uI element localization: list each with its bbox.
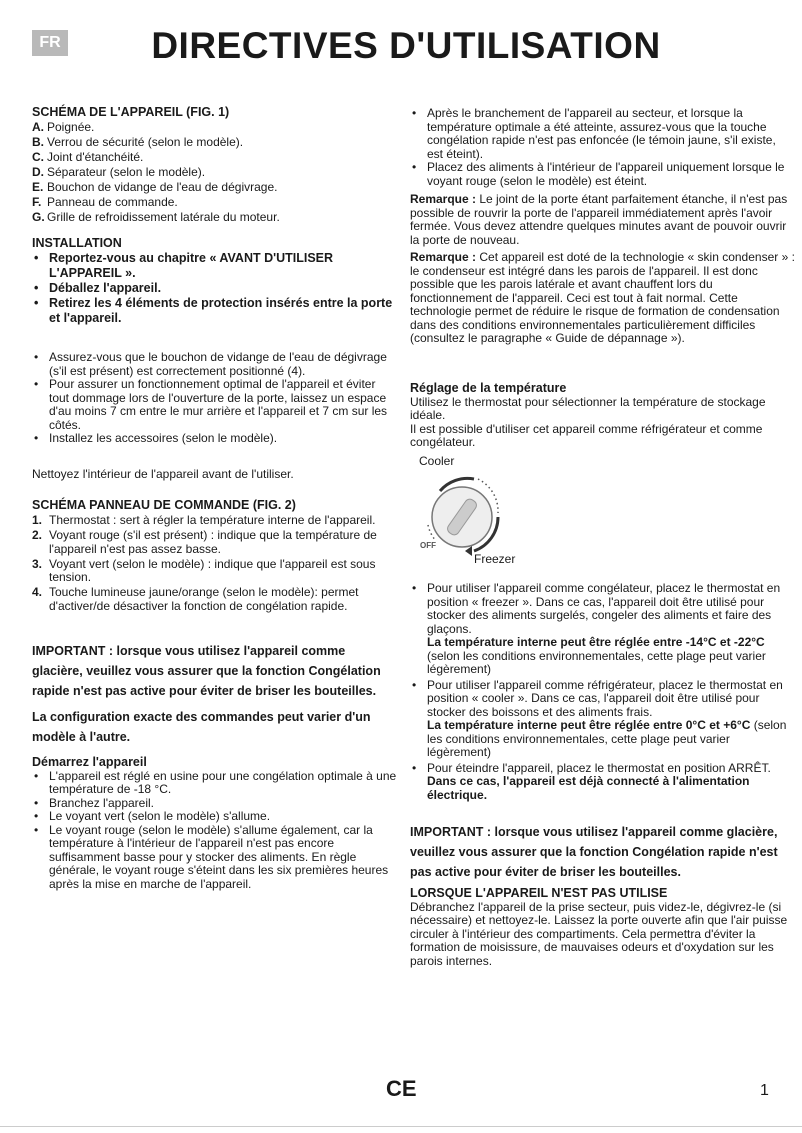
- dial-label-freezer: Freezer: [474, 552, 516, 566]
- item-text: Verrou de sécurité (selon le modèle).: [47, 135, 244, 149]
- item-text: Panneau de commande.: [47, 195, 178, 209]
- item-key: G.: [32, 210, 45, 224]
- remark-1: [410, 193, 795, 247]
- list-item: [32, 151, 397, 165]
- item-text: Voyant rouge (s'il est présent) : indique que la température de l'appareil n'est pas assez basse.: [49, 528, 377, 556]
- clean-text: Nettoyez l'intérieur de l'appareil avant de l'utiliser.: [32, 467, 294, 481]
- list-item: • Déballez l'appareil.: [32, 281, 397, 296]
- mode-list: [410, 582, 795, 804]
- item-text: Grille de refroidissement latérale du moteur.: [47, 210, 280, 224]
- remark-text: Cet appareil est doté de la technologie « skin condenser » : le condenseur est intégré dans les parois de l'appareil. Il est donc possible que les parois latérale et avant chauffent lors du fonctionnement de l'appareil. Ceci est tout à fait normal. Cette technologie permet de réduire le risque de formation de condensation dans des conditions environnementales particulièrement difficiles (consultez le paragraphe « Guide de dépannage »).: [410, 250, 795, 345]
- list-item: • Pour assurer un fonctionnement optimal de l'appareil et éviter tout dommage lors de l'ouverture de la porte, laissez un espace d'au moins 7 cm entre le mur arrière et l'appareil et 7 cm sur les côtés.: [32, 378, 397, 432]
- bottom-divider: [0, 1126, 802, 1127]
- list-item: [32, 196, 397, 210]
- section-heading: LORSQUE L'APPAREIL N'EST PAS UTILISE: [410, 886, 668, 900]
- thermostat-dial-figure: [412, 455, 527, 567]
- item-key: 2.: [32, 528, 43, 542]
- section-heading: Démarrez l'appareil: [32, 755, 147, 769]
- list-item: • Le voyant vert (selon le modèle) s'allume.: [32, 810, 397, 824]
- list-item: [32, 558, 397, 585]
- installation-section: [32, 237, 397, 326]
- important-note: IMPORTANT : lorsque vous utilisez l'appareil comme glacière, veuillez vous assurer que la fonction Congélation rapide n'est pas active pour éviter de briser les bouteilles.: [32, 644, 381, 698]
- unused-text: Débranchez l'appareil de la prise secteur, puis videz-le, dégivrez-le (si nécessaire) et nettoyez-le. Laissez la porte ouverte afin que l'air puisse circuler à l'intérieur des compartiments. Cela permettra d'éviter la formation de moisissure, de mauvaises odeurs et d'oxydation sur les parois internes.: [410, 899, 788, 968]
- dial-label-off: OFF: [420, 541, 436, 550]
- item-key: 4.: [32, 585, 43, 599]
- item-key: C.: [32, 150, 44, 164]
- list-item: • Installez les accessoires (selon le modèle).: [32, 432, 397, 446]
- list-item: [32, 181, 397, 195]
- item-text: Pour utiliser l'appareil comme réfrigérateur, placez le thermostat en position « cooler ». Dans ce cas, l'appareil doit être utilisé pour stocker des boissons et des aliments frais.: [427, 677, 783, 719]
- right-top-list: [410, 107, 795, 188]
- section-heading: INSTALLATION: [32, 236, 122, 250]
- remark-2: [410, 251, 795, 346]
- item-text: Thermostat : sert à régler la température interne de l'appareil.: [49, 513, 376, 527]
- item-key: 3.: [32, 556, 43, 571]
- item-text: Bouchon de vidange de l'eau de dégivrage.: [47, 180, 278, 194]
- item-after: (selon les conditions environnementales, cette plage peut varier légèrement): [427, 648, 766, 676]
- list-item: • Reportez-vous au chapitre « AVANT D'UTILISER L'APPAREIL ».: [32, 251, 397, 281]
- list-item: [32, 166, 397, 180]
- list-item: • Après le branchement de l'appareil au secteur, et lorsque la température optimale a été atteinte, assurez-vous que la touche congélation rapide n'est pas enfoncée (le témoin jaune, s'il existe, est éteint).: [410, 107, 795, 161]
- list-item: • Placez des aliments à l'intérieur de l'appareil uniquement lorsque le voyant rouge (selon le modèle) est éteint.: [410, 161, 795, 188]
- list-item: [32, 529, 397, 556]
- list-item: [410, 582, 795, 677]
- list-item: • L'appareil est réglé en usine pour une congélation optimale à une température de -18 °C.: [32, 770, 397, 797]
- item-text: Pour éteindre l'appareil, placez le thermostat en position ARRÊT.: [427, 760, 771, 775]
- item-key: D.: [32, 165, 44, 179]
- item-after: (selon les conditions environnementales, cette plage peut varier légèrement): [427, 718, 787, 759]
- list-item: • Retirez les 4 éléments de protection insérés entre la porte et l'appareil.: [32, 296, 397, 326]
- item-text: Séparateur (selon le modèle).: [47, 165, 206, 179]
- list-item: • Le voyant rouge (selon le modèle) s'allume également, car la température à l'intérieur de l'appareil n'est pas encore suffisamment basse pour y stocker des aliments. En règle générale, le voyant rouge s'éteint dans les six premières heures après la mise en marche de l'appareil.: [32, 824, 397, 892]
- section-heading: SCHÉMA PANNEAU DE COMMANDE (FIG. 2): [32, 498, 296, 512]
- start-section: [32, 756, 397, 891]
- item-text: Pour utiliser l'appareil comme congélateur, placez le thermostat en position « freezer ». Dans ce cas, l'appareil doit être utilisé pour stocker des aliments surgelés, congeler des aliments et faire des glaçons.: [427, 581, 781, 636]
- list-item: [32, 514, 397, 528]
- item-bold: Dans ce cas, l'appareil est déjà connecté à l'alimentation électrique.: [427, 774, 750, 802]
- item-bold: La température interne peut être réglée entre 0°C et +6°C: [427, 718, 751, 732]
- item-text: Poignée.: [47, 120, 95, 134]
- item-key: A.: [32, 120, 44, 134]
- list-item: • Assurez-vous que le bouchon de vidange de l'eau de dégivrage (s'il est présent) est correctement positionné (4).: [32, 351, 397, 378]
- temp-text: Utilisez le thermostat pour sélectionner la température de stockage idéale.: [410, 394, 766, 422]
- item-key: B.: [32, 135, 44, 149]
- temp-text: Il est possible d'utiliser cet appareil comme réfrigérateur et comme congélateur.: [410, 421, 763, 449]
- item-text: Joint d'étanchéité.: [47, 150, 144, 164]
- remark-text: Le joint de la porte étant parfaitement étanche, il n'est pas possible de rouvrir la porte de l'appareil immédiatement après l'avoir fermée. Vous devez attendre quelques minutes avant de pouvoir ouvrir la porte de nouveau.: [410, 192, 788, 247]
- dial-label-cooler: Cooler: [419, 454, 455, 468]
- ce-mark: CE: [386, 1076, 417, 1101]
- item-key: E.: [32, 180, 44, 194]
- list-item: [410, 762, 795, 803]
- list-item: • Branchez l'appareil.: [32, 797, 397, 811]
- page-number: 1: [760, 1082, 769, 1099]
- section-heading: SCHÉMA DE L'APPAREIL (FIG. 1): [32, 105, 230, 119]
- section-heading: Réglage de la température: [410, 381, 567, 395]
- installation-list: [32, 351, 397, 446]
- item-bold: La température interne peut être réglée entre -14°C et -22°C: [427, 635, 765, 649]
- list-item: [32, 121, 397, 135]
- appliance-schema-section: [32, 106, 397, 225]
- temperature-section: [410, 382, 795, 450]
- page-title: DIRECTIVES D'UTILISATION: [151, 25, 661, 66]
- language-badge: FR: [32, 30, 68, 56]
- remark-label: Remarque :: [410, 192, 477, 206]
- item-text: Voyant vert (selon le modèle) : indique que l'appareil est sous tension.: [49, 556, 376, 584]
- item-text: Touche lumineuse jaune/orange (selon le modèle): permet d'activer/de désactiver la fonction de congélation rapide.: [49, 585, 359, 613]
- config-note: La configuration exacte des commandes peut varier d'un modèle à l'autre.: [32, 710, 371, 744]
- remark-label: Remarque :: [410, 250, 477, 264]
- list-item: [32, 586, 397, 613]
- list-item: [410, 679, 795, 760]
- list-item: [32, 211, 397, 225]
- item-key: 1.: [32, 513, 43, 527]
- important-note: IMPORTANT : lorsque vous utilisez l'appareil comme glacière, veuillez vous assurer que la fonction Congélation rapide n'est pas active pour éviter de briser les bouteilles.: [410, 825, 778, 879]
- unused-section: [410, 887, 795, 968]
- control-panel-section: [32, 499, 397, 613]
- list-item: [32, 136, 397, 150]
- item-key: F.: [32, 195, 42, 209]
